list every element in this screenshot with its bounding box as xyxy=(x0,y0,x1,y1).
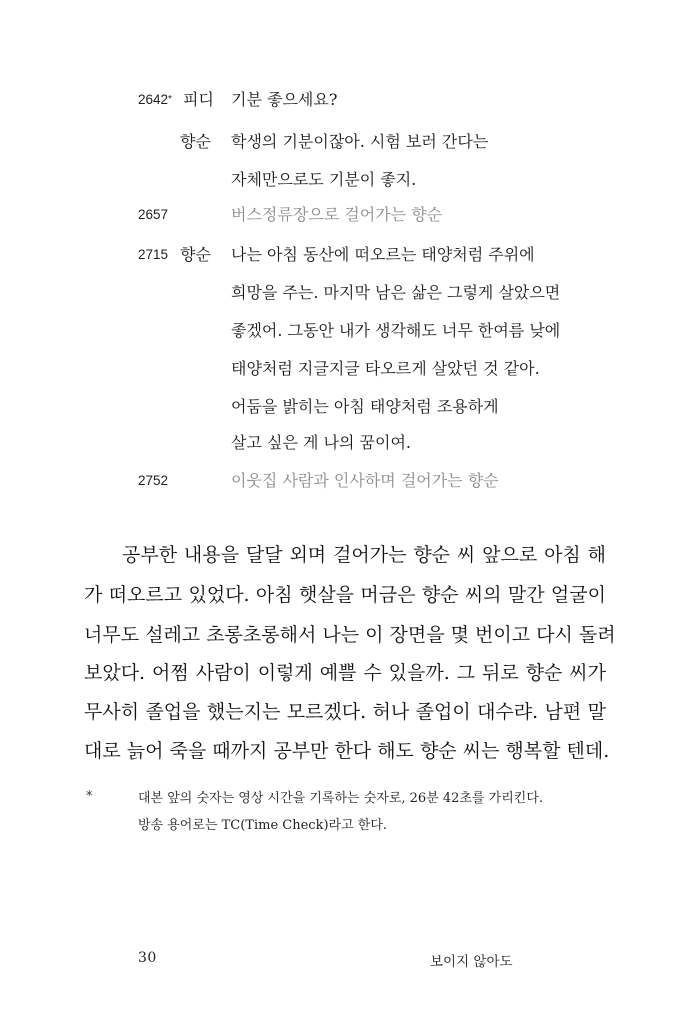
dialogue-text: 나는 아침 동산에 떠오르는 태양처럼 주위에 xyxy=(231,245,535,264)
dialogue-text: 기분 좋으세요? xyxy=(231,90,338,109)
script-line xyxy=(0,316,691,346)
running-title: 보이지 않아도 xyxy=(430,954,513,970)
speaker-name: 향순 xyxy=(180,245,211,264)
timecode-value: 2657 xyxy=(138,207,169,222)
dialogue-text: 희망을 주는. 마지막 남은 삶은 그렇게 살았으면 xyxy=(231,283,561,302)
timecode-value: 2752 xyxy=(138,473,169,488)
dialogue-text: 어둠을 밝히는 아침 태양처럼 조용하게 xyxy=(231,397,499,416)
script-line xyxy=(0,127,691,157)
dialogue-text: 자체만으로도 기분이 좋지. xyxy=(231,170,417,189)
speaker-name: 향순 xyxy=(180,132,211,151)
dialogue-text: 좋겠어. 그동안 내가 생각해도 너무 한여름 낮에 xyxy=(231,321,561,340)
timecode xyxy=(138,240,168,270)
script-line xyxy=(0,392,691,422)
speaker-name: 피디 xyxy=(183,90,214,109)
script-line xyxy=(0,165,691,195)
prose-line: 대로 늙어 죽을 때까지 공부만 한다 해도 향순 씨는 행복할 텐데. xyxy=(84,740,610,762)
prose-line: 공부한 내용을 달달 외며 걸어가는 향순 씨 앞으로 아침 해 xyxy=(122,544,606,566)
prose-line: 무사히 졸업을 했는지는 모르겠다. 허나 졸업이 대수랴. 남편 말 xyxy=(84,701,606,723)
footnote-mark: * xyxy=(86,789,93,804)
script-line xyxy=(0,354,691,384)
footnote-reference: * xyxy=(168,94,172,105)
prose-line: 보았다. 어쩜 사람이 이렇게 예쁠 수 있을까. 그 뒤로 향순 씨가 xyxy=(84,662,606,684)
stage-direction: 버스정류장으로 걸어가는 향순 xyxy=(231,205,443,224)
prose-line: 너무도 설레고 초롱초롱해서 나는 이 장면을 몇 번이고 다시 돌려 xyxy=(84,624,616,646)
timecode xyxy=(138,466,168,496)
script-line xyxy=(0,278,691,308)
timecode-value: 2642 xyxy=(138,92,169,107)
script-line xyxy=(0,240,691,270)
dialogue-text: 학생의 기분이잖아. 시험 보러 간다는 xyxy=(231,132,489,151)
prose-line: 가 떠오르고 있었다. 아침 햇살을 머금은 향순 씨의 말간 얼굴이 xyxy=(84,584,606,606)
timecode xyxy=(138,85,172,117)
stage-direction: 이웃집 사람과 인사하며 걸어가는 향순 xyxy=(231,471,499,490)
footnote-text: 방송 용어로는 TC(Time Check)라고 한다. xyxy=(138,818,388,833)
script-line xyxy=(0,85,691,115)
footnote-text: 대본 앞의 숫자는 영상 시간을 기록하는 숫자로, 26분 42초를 가리킨다. xyxy=(138,791,544,806)
script-line xyxy=(0,200,691,230)
page-number: 30 xyxy=(138,950,157,966)
timecode-value: 2715 xyxy=(138,247,169,262)
script-line xyxy=(0,466,691,496)
timecode xyxy=(138,200,168,230)
dialogue-text: 태양처럼 지글지글 타오르게 살았던 것 같아. xyxy=(231,359,540,378)
script-line xyxy=(0,428,691,458)
dialogue-text: 살고 싶은 게 나의 꿈이여. xyxy=(231,433,411,452)
